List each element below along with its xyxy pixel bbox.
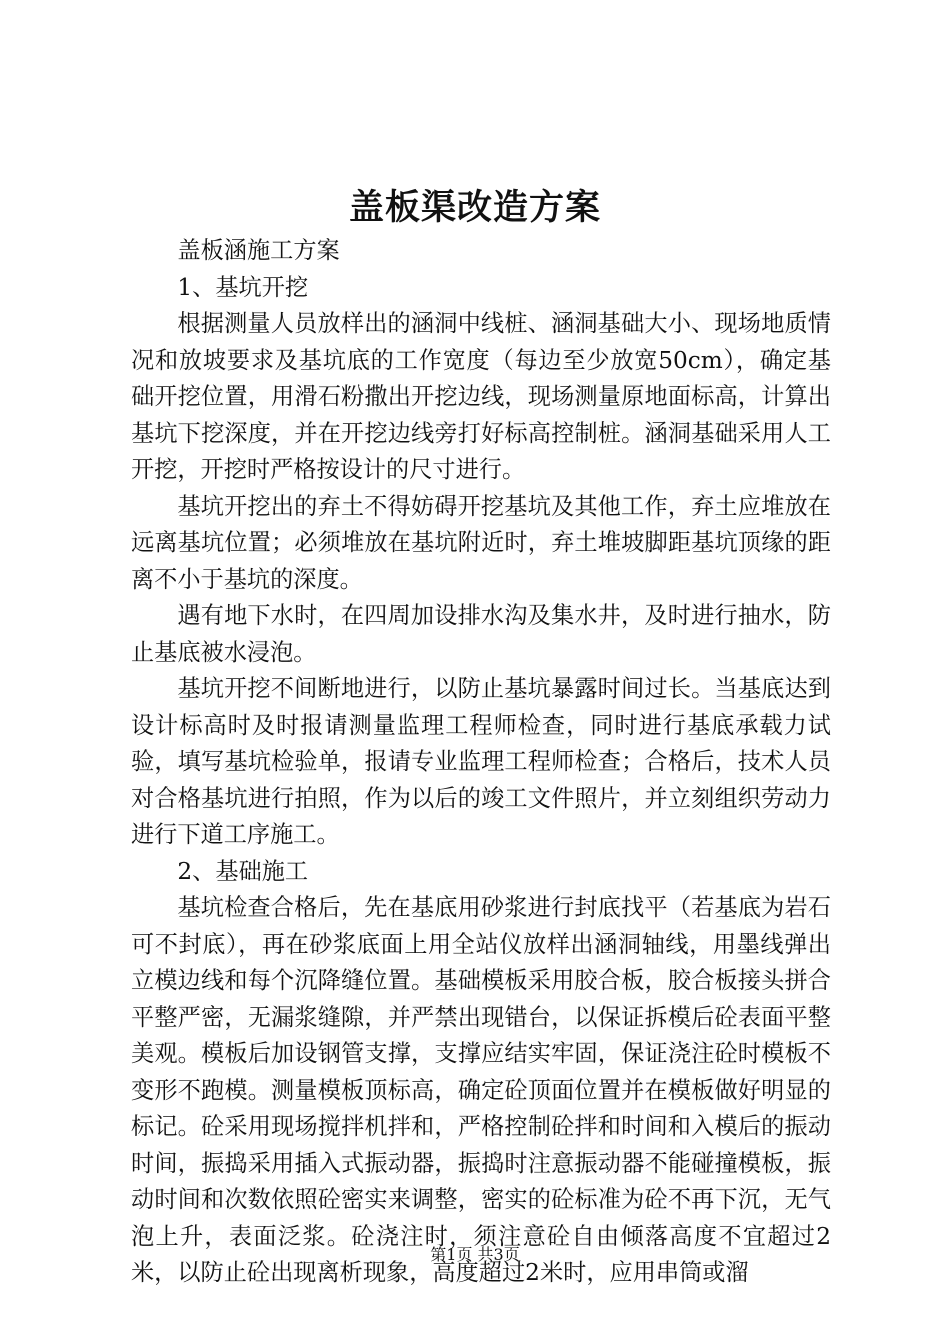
section-heading-foundation: 2、基础施工 (177, 857, 309, 885)
paragraph-foundation-construction: 基坑检查合格后，先在基底用砂浆进行封底找平（若基底为岩石可不封底），再在砂浆底面上用全站仪放样出涵洞轴线，用墨线弹出立模边线和每个沉降缝位置。基础模板采用胶合板，胶合板接头拼合平整严密，无漏浆缝隙，并严禁出现错台，以保证拆模后砼表面平整美观。模板后加设钢管支撑，支撑应结实牢固，保证浇注砼时模板不变形不跑模。测量模板顶标高，确定砼顶面位置并在模板做好明显的标记。砼采用现场搅拌机拌和，严格控制砼拌和时间和入模后的振动时间，振捣采用插入式振动器，振捣时注意振动器不能碰撞模板，振动时间和次数依照砼密实来调整，密实的砼标准为砼不再下沉，无气泡上升，表面泛浆。砼浇注时，须注意砼自由倾落高度不宜超过2米，以防止砼出现离析现象，高度超过2米时，应用串筒或溜 (131, 894, 831, 1286)
document-title: 盖板渠改造方案 (348, 188, 601, 228)
paragraph-excavation-layout: 根据测量人员放样出的涵洞中线桩、涵洞基础大小、现场地质情况和放坡要求及基坑底的工作宽度（每边至少放宽50cm），确定基础开挖位置，用滑石粉撒出开挖边线，现场测量原地面标高，计算出基坑下挖深度，并在开挖边线旁打好标高控制桩。涵洞基础采用人工开挖，开挖时严格按设计的尺寸进行。 (131, 310, 831, 483)
document-body (131, 233, 831, 1292)
page-number-footer: 第1页 共3页 (430, 1245, 520, 1264)
paragraph-groundwater: 遇有地下水时，在四周加设排水沟及集水井，及时进行抽水，防止基底被水浸泡。 (131, 602, 831, 666)
section-subtitle: 盖板涵施工方案 (177, 237, 340, 264)
paragraph-spoil-placement: 基坑开挖出的弃土不得妨碍开挖基坑及其他工作，弃土应堆放在远离基坑位置；必须堆放在基坑附近时，弃土堆坡脚距基坑顶缘的距离不小于基坑的深度。 (131, 492, 831, 593)
section-heading-excavation: 1、基坑开挖 (177, 273, 309, 301)
paragraph-inspection: 基坑开挖不间断地进行，以防止基坑暴露时间过长。当基底达到设计标高时及时报请测量监理工程师检查，同时进行基底承载力试验，填写基坑检验单，报请专业监理工程师检查；合格后，技术人员对合格基坑进行拍照，作为以后的竣工文件照片，并立刻组织劳动力进行下道工序施工。 (131, 675, 831, 848)
